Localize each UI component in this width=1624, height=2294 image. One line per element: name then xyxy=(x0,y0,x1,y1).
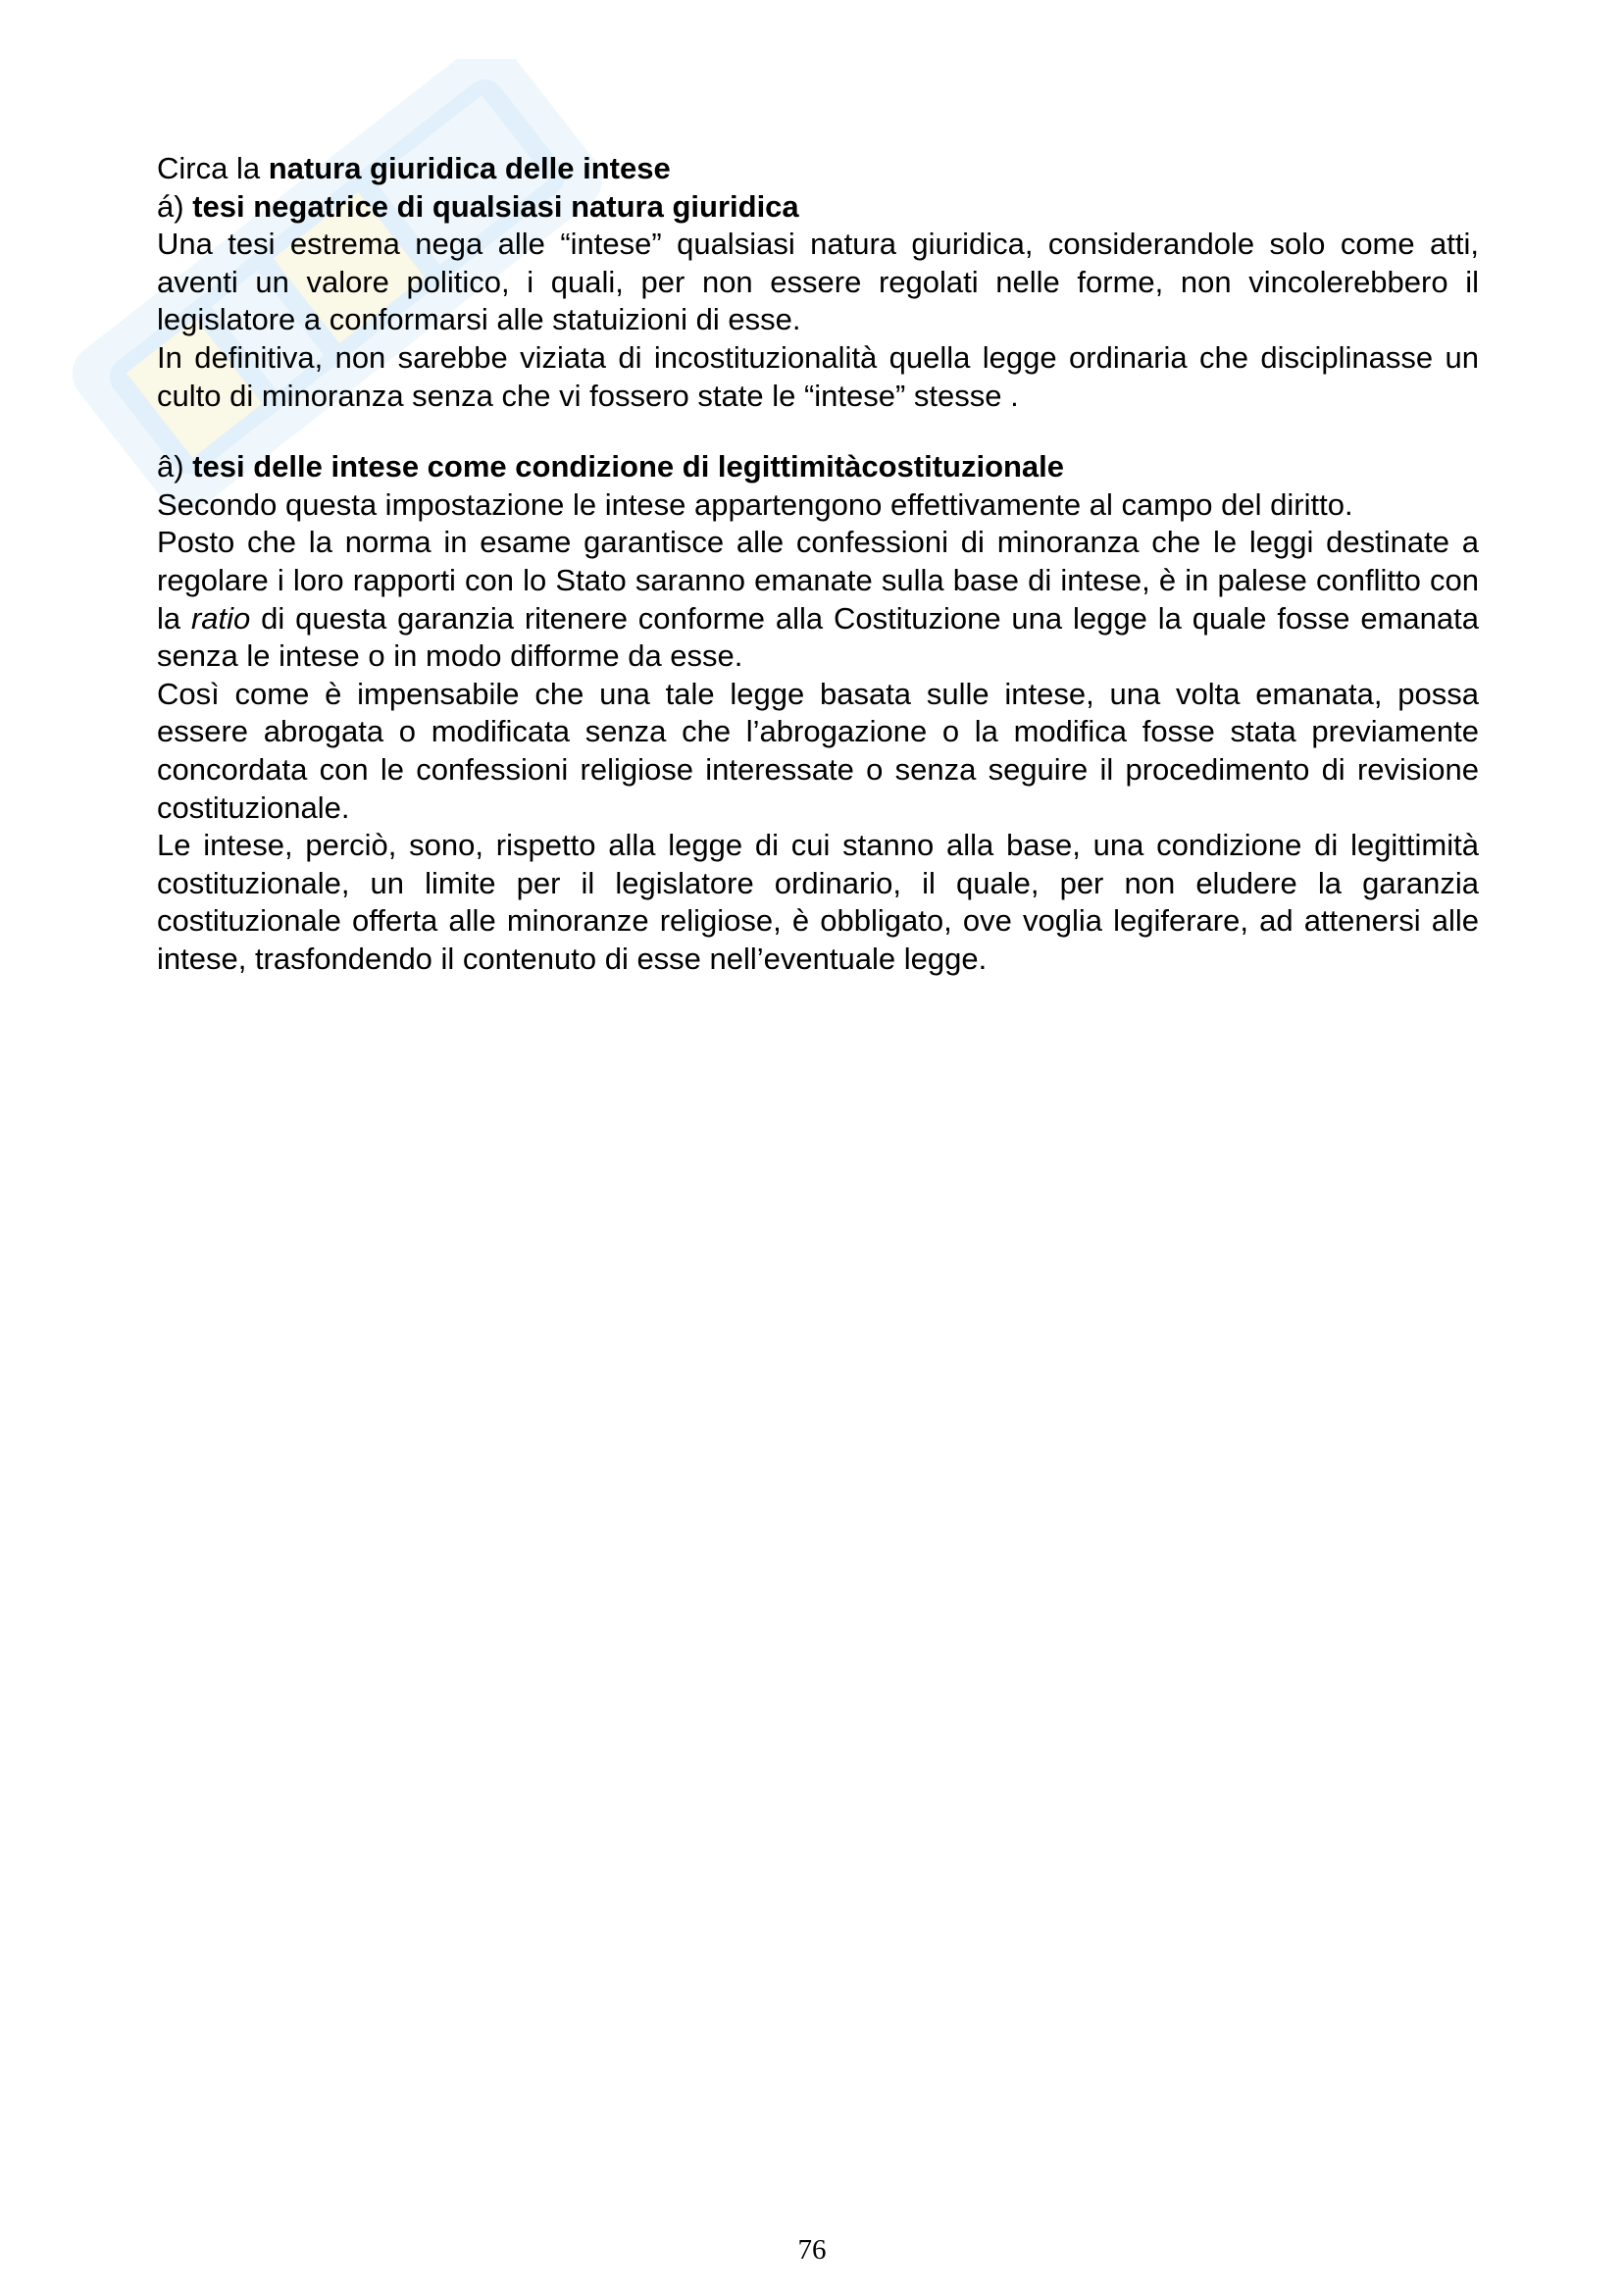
section-a-paragraph-1: Una tesi estrema nega alle “intese” qualsiasi natura giuridica, considerandole solo come atti, aventi un valore politico, i quali, per non essere regolati nelle forme, non vincolerebbero il legislatore a conformarsi alle statuizioni di esse. xyxy=(157,227,1479,337)
document-body xyxy=(157,150,1479,978)
section-a-heading xyxy=(157,188,1479,227)
section-b-paragraph-4: Le intese, perciò, sono, rispetto alla legge di cui stanno alla base, una condizione di legittimità costituzionale, un limite per il legislatore ordinario, il quale, per non eludere la garanzia costituzionale offerta alle minoranze religiose, è obbligato, ove voglia legiferare, ad attenersi alle intese, trasfondendo il contenuto di esse nell’eventuale legge. xyxy=(157,828,1479,976)
section-a-body xyxy=(157,226,1479,415)
section-a-paragraph-2: In definitiva, non sarebbe viziata di incostituzionalità quella legge ordinaria che disciplinasse un culto di minoranza senza che vi fossero state le “intese” stesse . xyxy=(157,339,1479,413)
paragraph-2-text-start: Posto che la norma in esame garantisce alle confessioni di minoranza che le leggi destinate a regolare i loro rapporti con lo Stato saranno emanate sulla base di intese, è in palese conflitto con la xyxy=(157,525,1479,636)
section-a-title: tesi negatrice di qualsiasi natura giuridica xyxy=(192,188,799,224)
section-b-paragraph-2 xyxy=(157,524,1479,675)
heading xyxy=(157,150,1479,188)
section-b-paragraph-1: Secondo questa impostazione le intese appartengono effettivamente al campo del diritto. xyxy=(157,486,1353,522)
section-a-marker: á) xyxy=(157,188,193,224)
ratio-italic: ratio xyxy=(190,600,251,636)
heading-prefix: Circa la xyxy=(157,151,269,185)
section-b-body xyxy=(157,486,1479,979)
page-number: 76 xyxy=(797,2234,827,2266)
section-b-paragraph-3: Così come è impensabile che una tale legge basata sulle intese, una volta emanata, possa essere abrogata o modificata senza che l’abrogazione o la modifica fosse stata previamente concordata con le confessioni religiose interessate o senza seguire il procedimento di revisione costituzionale. xyxy=(157,676,1479,825)
section-b-marker: â) xyxy=(157,449,193,484)
paragraph-2-text-end: di questa garanzia ritenere conforme alla Costituzione una legge la quale fosse emanata senza le intese o in modo difforme da esse. xyxy=(157,600,1479,674)
heading-bold: natura giuridica delle intese xyxy=(268,151,671,185)
section-b-heading xyxy=(157,448,1479,486)
section-b-title: tesi delle intese come condizione di legittimitàcostituzionale xyxy=(192,449,1065,484)
